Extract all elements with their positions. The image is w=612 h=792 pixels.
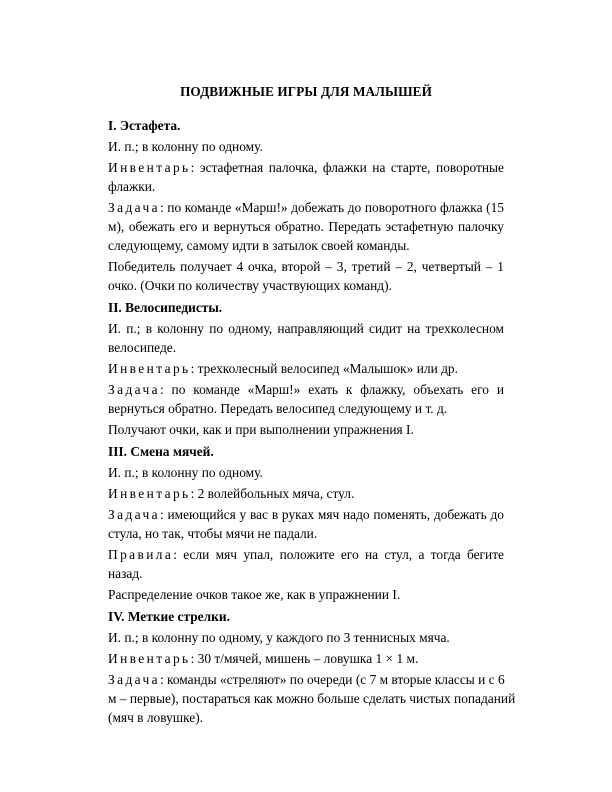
text-task-line: : имеющийся у вас в руках мяч надо поменять, добежать до [159, 507, 504, 522]
paragraph-task [108, 200, 504, 216]
paragraph-task-cont: вернуться обратно. Передать велосипед следующему и т. д. [108, 401, 448, 416]
label-task: Задача [108, 507, 160, 522]
paragraph-start-position: И. п.; в колонну по одному, у каждого по 3 теннисных мяча. [108, 630, 450, 645]
label-task: Задача [108, 200, 160, 215]
text-rules-line: : если мяч упал, положите его на стул, а тогда бегите [173, 547, 504, 562]
label-equipment: Инвентарь [108, 160, 191, 175]
paragraph-scoring: Распределение очков такое же, как в упражнении I. [108, 587, 401, 602]
paragraph-scoring-cont: очко. (Очки по количеству участвующих команд). [108, 278, 392, 293]
paragraph-task-cont: стула, но так, чтобы мячи не падали. [108, 526, 318, 541]
label-equipment: Инвентарь [108, 361, 191, 376]
paragraph-task-cont: следующему, самому идти в затылок своей команды. [108, 238, 410, 253]
paragraph-equipment [108, 160, 504, 176]
label-task: Задача [108, 382, 160, 397]
text-task-line: : по команде «Марш!» ехать к флажку, объехать его и [159, 382, 504, 397]
text-task-line: : команды «стреляют» по очереди (с 7 м вторые классы и с 6 [159, 672, 505, 687]
paragraph-task [108, 382, 504, 398]
paragraph-task [108, 507, 504, 523]
paragraph-task-cont: м), обежать его и вернуться обратно. Передать эстафетную палочку [108, 219, 504, 234]
text-equipment-line: : трехколесный велосипед «Малышок» или др. [190, 361, 458, 376]
paragraph-equipment [108, 651, 504, 667]
text-equipment-line: : эстафетная палочка, флажки на старте, поворотные [190, 160, 504, 175]
paragraph-scoring: Победитель получает 4 очка, второй – 3, третий – 2, четвертый – 1 [108, 259, 504, 274]
section-heading-ball-swap: III. Смена мячей. [108, 444, 214, 459]
paragraph-equipment [108, 361, 504, 377]
label-rules: Правила [108, 547, 174, 562]
label-equipment: Инвентарь [108, 651, 191, 666]
paragraph-task-cont: м – первые), постараться как можно больше сделать чистых попаданий [108, 691, 516, 706]
paragraph-start-position: И. п.; в колонну по одному, направляющий сидит на трехколесном [108, 321, 504, 336]
paragraph-rules [108, 547, 504, 563]
label-task: Задача [108, 672, 160, 687]
paragraph-scoring: Получают очки, как и при выполнении упражнения I. [108, 422, 414, 437]
paragraph-rules-cont: назад. [108, 566, 143, 581]
text-task-line: : по команде «Марш!» добежать до поворотного флажка (15 [159, 200, 504, 215]
text-equipment-line: : 2 волейбольных мяча, стул. [190, 486, 355, 501]
paragraph-equipment-cont: флажки. [108, 179, 156, 194]
paragraph-start-position: И. п.; в колонну по одному. [108, 465, 263, 480]
paragraph-equipment [108, 486, 504, 502]
section-heading-relay: I. Эстафета. [108, 118, 181, 133]
paragraph-task-cont: (мяч в ловушке). [108, 710, 204, 725]
paragraph-start-position-cont: велосипеде. [108, 340, 177, 355]
document-title: ПОДВИЖНЫЕ ИГРЫ ДЛЯ МАЛЫШЕЙ [180, 84, 432, 99]
label-equipment: Инвентарь [108, 486, 191, 501]
paragraph-start-position: И. п.; в колонну по одному. [108, 139, 263, 154]
text-equipment-line: : 30 т/мячей, мишень – ловушка 1 × 1 м. [190, 651, 419, 666]
paragraph-task [108, 672, 504, 688]
section-heading-marksmen: IV. Меткие стрелки. [108, 609, 230, 624]
section-heading-cyclists: II. Велосипедисты. [108, 300, 223, 315]
